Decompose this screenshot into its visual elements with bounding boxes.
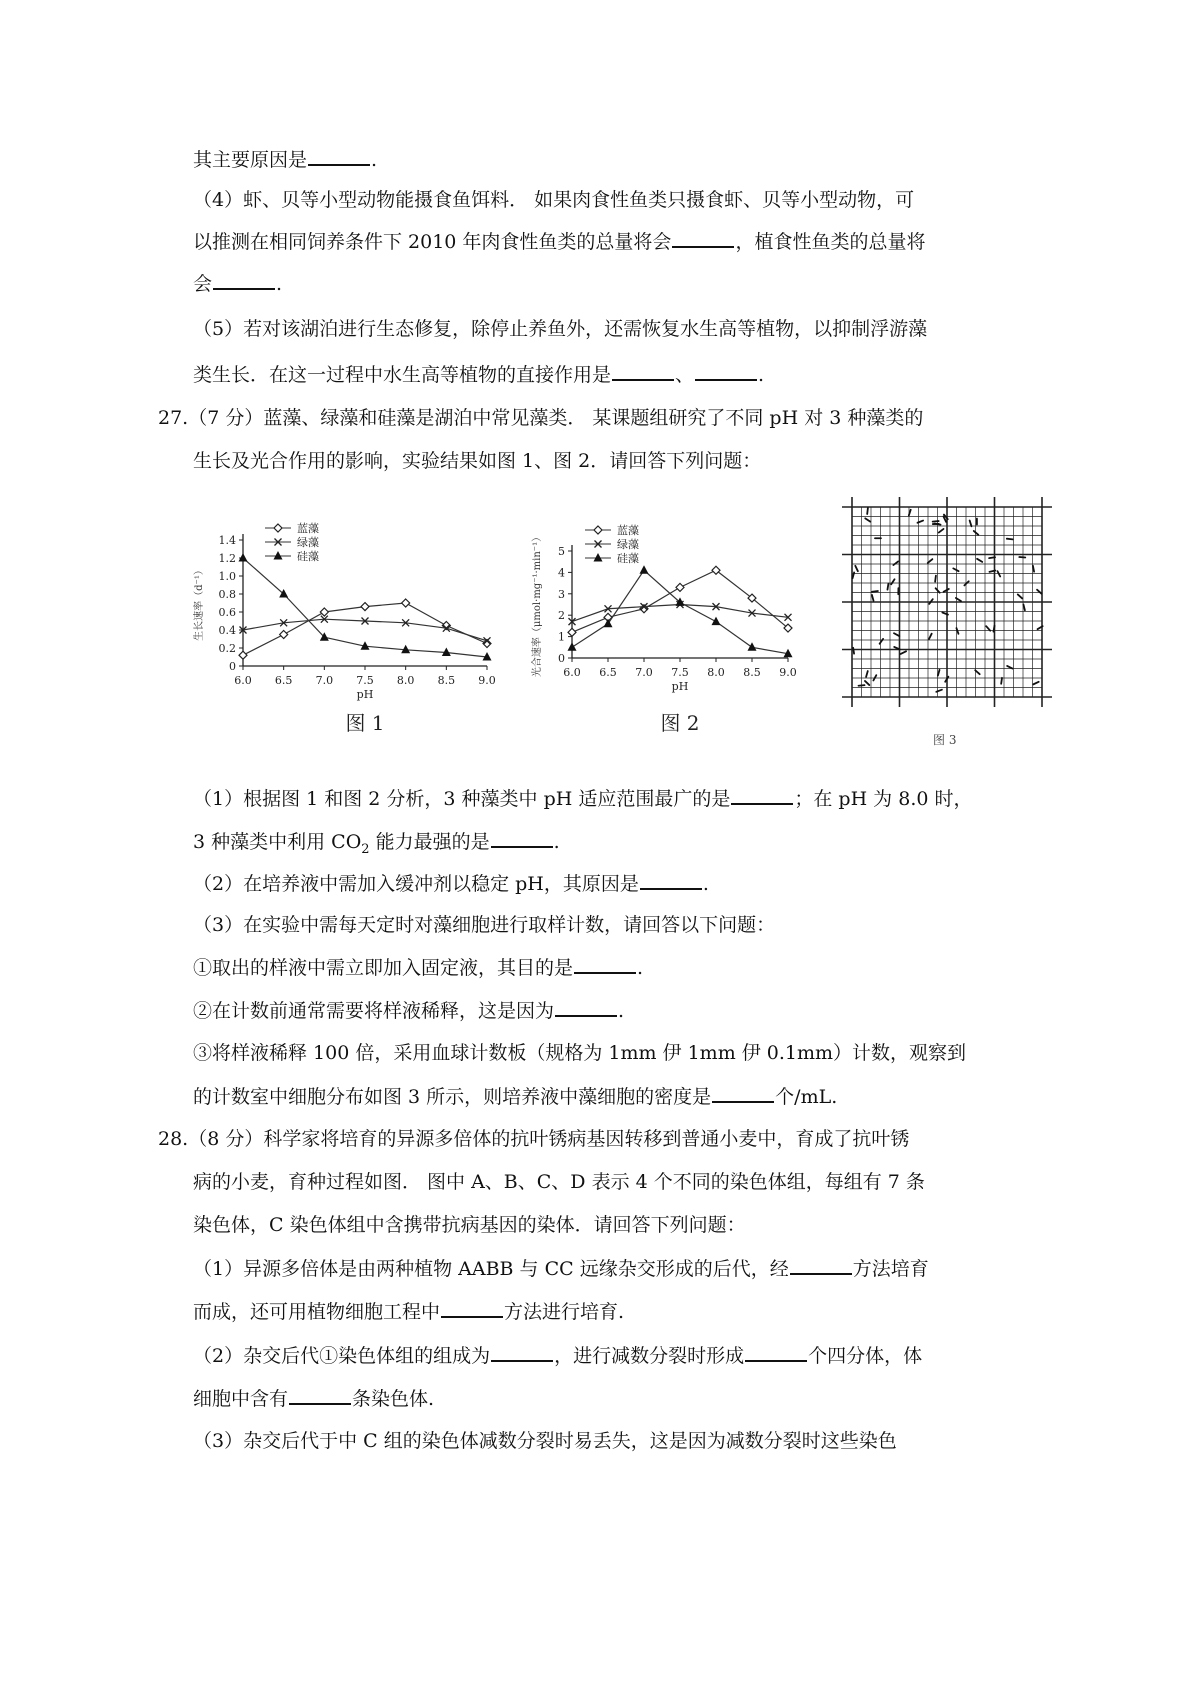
- algae-cell: [893, 561, 898, 565]
- algae-cell: [929, 634, 932, 639]
- algae-cell: [1037, 590, 1041, 594]
- y-tick-label: 0: [558, 652, 565, 665]
- legend-label: 绿藻: [297, 536, 319, 549]
- text-line-27-2: （2）在培养液中需加入缓冲剂以稳定 pH，其原因是 .: [193, 870, 709, 897]
- text-line-q4: （4）虾、贝等小型动物能摄食鱼饵料． 如果肉食性鱼类只摄食虾、贝等小型动物，可: [193, 189, 915, 211]
- x-tick-label: 7.5: [671, 666, 689, 679]
- answer-blank[interactable]: [745, 1342, 807, 1362]
- algae-cell: [866, 671, 868, 677]
- answer-blank[interactable]: [695, 361, 757, 381]
- data-point-triangle: [279, 589, 288, 598]
- text-line-q4-end: 会 .: [193, 270, 282, 297]
- figure-1-chart: [190, 518, 530, 740]
- text-line-28-2-cont: 细胞中含有 条染色体.: [193, 1385, 434, 1412]
- data-point-triangle: [712, 617, 721, 626]
- data-point-triangle: [568, 642, 577, 651]
- legend-label: 硅藻: [297, 550, 319, 563]
- text-line-27-3c: ③将样液稀释 100 倍，采用血球计数板（规格为 1mm 伊 1mm 伊 0.1mm）计数，观察到: [193, 1042, 967, 1064]
- algae-cell: [928, 559, 933, 563]
- algae-cell: [975, 670, 980, 674]
- answer-blank[interactable]: [555, 997, 617, 1017]
- x-tick-label: 8.0: [707, 666, 725, 679]
- data-point-triangle: [748, 642, 757, 651]
- y-tick-label: 1.4: [218, 534, 236, 547]
- y-tick-label: 0.8: [218, 588, 236, 601]
- y-tick-label: 0.2: [218, 642, 236, 655]
- answer-blank[interactable]: [441, 1298, 503, 1318]
- y-tick-label: 1: [558, 630, 565, 644]
- algae-cell: [938, 670, 940, 676]
- algae-cell: [887, 584, 888, 590]
- algae-cell: [1007, 539, 1013, 540]
- algae-cell: [872, 595, 874, 601]
- figure-caption: 图 1: [345, 711, 385, 735]
- x-tick-label: 9.0: [779, 666, 797, 679]
- text-line-27-1-cont: 3 种藻类中利用 $CO_2$ 能力最强的是 .: [193, 828, 560, 863]
- algae-cell: [989, 557, 995, 558]
- y-axis-label: 生长速率（d⁻¹）: [194, 565, 205, 641]
- text-line-cause: 其主要原因是 .: [193, 146, 377, 173]
- y-tick-label: 1.2: [218, 552, 236, 565]
- algae-cell: [891, 579, 894, 584]
- y-tick-label: 5: [558, 545, 565, 558]
- algae-cell: [880, 639, 883, 644]
- data-point-diamond: [361, 603, 369, 611]
- text-line-27-1: （1）根据图 1 和图 2 分析，3 种藻类中 pH 适应范围最广的是 ；在 pH 为 8.0 时，: [193, 785, 972, 812]
- figure-caption: 图 2: [660, 711, 700, 735]
- x-tick-label: 9.0: [478, 674, 496, 687]
- figure-3-caption: 图 3: [933, 733, 957, 747]
- answer-blank[interactable]: [308, 146, 370, 166]
- y-tick-label: 0: [229, 660, 236, 673]
- data-point-diamond: [402, 599, 410, 607]
- text-line-27-3b: ②在计数前通常需要将样液稀释，这是因为 .: [193, 997, 624, 1024]
- answer-blank[interactable]: [731, 785, 793, 805]
- x-tick-label: 6.0: [563, 666, 581, 679]
- series-line: [243, 619, 487, 641]
- algae-cell: [865, 681, 869, 685]
- algae-cell: [1033, 566, 1034, 572]
- algae-cell: [970, 521, 972, 527]
- algae-cell: [944, 589, 949, 592]
- figure-2: [530, 518, 825, 740]
- data-point-triangle: [239, 553, 248, 562]
- legend-label: 蓝藻: [297, 522, 319, 535]
- answer-blank[interactable]: [289, 1385, 351, 1405]
- x-axis-label: pH: [356, 688, 374, 701]
- y-tick-label: 4: [558, 566, 565, 580]
- algae-cell: [1023, 604, 1024, 610]
- answer-blank[interactable]: [491, 828, 553, 848]
- text-line-28-3: （3）杂交后代于中 C 组的染色体减数分裂时易丢失，这是因为减数分裂时这些染色: [193, 1430, 897, 1452]
- algae-cell: [873, 675, 876, 680]
- y-tick-label: 2: [558, 609, 565, 623]
- algae-cell: [901, 651, 906, 654]
- algae-cell: [1018, 594, 1022, 598]
- text-line-q5: （5）若对该湖泊进行生态修复，除停止养鱼外，还需恢复水生高等植物，以抑制浮游藻: [193, 318, 928, 340]
- figure-3: [840, 493, 1055, 753]
- algae-cell: [939, 529, 944, 533]
- y-axis-label: 光合速率（μmol·mg⁻¹·min⁻¹）: [532, 531, 543, 678]
- algae-cell: [993, 626, 994, 632]
- algae-cell: [977, 559, 982, 562]
- algae-cell: [865, 518, 870, 521]
- x-tick-label: 8.5: [437, 674, 456, 687]
- question-28-title: 28.（8 分）科学家将培育的异源多倍体的抗叶锈病基因转移到普通小麦中，育成了抗叶锈: [158, 1128, 910, 1150]
- algae-cell: [997, 571, 1000, 576]
- x-tick-label: 7.5: [356, 674, 374, 687]
- data-point-diamond: [239, 651, 247, 659]
- question-28-title-cont: 病的小麦，育种过程如图． 图中 A、B、C、D 表示 4 个不同的染色体组，每组有 7 条: [193, 1171, 925, 1193]
- text-line-28-1-cont: 而成，还可用植物细胞工程中 方法进行培育.: [193, 1298, 624, 1325]
- text-line-q5-cont: 类生长．在这一过程中水生高等植物的直接作用是 、 .: [193, 361, 764, 388]
- answer-blank[interactable]: [612, 361, 674, 381]
- x-tick-label: 6.0: [234, 674, 252, 687]
- y-tick-label: 0.6: [218, 606, 236, 619]
- x-tick-label: 6.5: [274, 674, 293, 687]
- legend-label: 蓝藻: [617, 524, 639, 537]
- data-point-triangle: [594, 553, 603, 562]
- hemocytometer-grid: [840, 493, 1055, 753]
- data-point-diamond: [320, 608, 328, 616]
- text-line-27-3c-cont: 的计数室中细胞分布如图 3 所示，则培养液中藻细胞的密度是 个/mL.: [193, 1083, 837, 1110]
- algae-cell: [859, 685, 865, 686]
- algae-cell: [1001, 678, 1002, 684]
- y-tick-label: 3: [558, 587, 565, 601]
- algae-cell: [1007, 666, 1012, 669]
- data-point-diamond: [568, 628, 576, 636]
- text-line-q4-cont: 以推测在相同饲养条件下 2010 年肉食性鱼类的总量将会 ，植食性鱼类的总量将: [193, 228, 925, 255]
- answer-blank[interactable]: [574, 954, 636, 974]
- figure-1: [190, 518, 530, 740]
- algae-cell: [867, 508, 868, 514]
- algae-cell: [936, 690, 942, 692]
- data-point-diamond: [280, 631, 288, 639]
- algae-cell: [989, 571, 995, 572]
- algae-cell: [933, 521, 939, 522]
- algae-cell: [935, 576, 936, 582]
- algae-cell: [953, 568, 958, 571]
- legend-label: 硅藻: [617, 552, 639, 565]
- legend-label: 绿藻: [617, 538, 639, 551]
- data-point-triangle: [274, 551, 283, 560]
- algae-cell: [853, 648, 854, 654]
- algae-cell: [1033, 682, 1038, 685]
- answer-blank[interactable]: [640, 870, 702, 890]
- data-point-diamond: [676, 583, 684, 591]
- answer-blank[interactable]: [213, 270, 275, 290]
- data-point-diamond: [594, 526, 602, 534]
- text-line-28-1: （1）异源多倍体是由两种植物 AABB 与 CC 远缘杂交形成的后代，经 方法培育: [193, 1255, 929, 1282]
- answer-blank[interactable]: [672, 228, 734, 248]
- data-point-triangle: [640, 565, 649, 574]
- question-28-title-cont2: 染色体，C 染色体组中含携带抗病基因的染体．请回答下列问题：: [193, 1214, 746, 1236]
- x-axis-label: pH: [671, 680, 689, 693]
- question-27-title: 27.（7 分）蓝藻、绿藻和硅藻是湖泊中常见藻类． 某课题组研究了不同 pH 对 3 种藻类的: [158, 407, 924, 429]
- answer-blank[interactable]: [790, 1255, 852, 1275]
- text-line-28-2: （2）杂交后代①染色体组的组成为 ，进行减数分裂时形成 个四分体，体: [193, 1342, 922, 1369]
- algae-cell: [894, 633, 899, 636]
- algae-cell: [872, 591, 878, 592]
- x-tick-label: 7.0: [635, 666, 653, 679]
- data-point-diamond: [274, 524, 282, 532]
- x-tick-label: 8.0: [396, 674, 415, 687]
- y-tick-label: 1.0: [218, 570, 236, 583]
- algae-cell: [855, 566, 858, 571]
- figure-2-chart: [530, 518, 825, 740]
- algae-cell: [986, 626, 990, 630]
- answer-blank[interactable]: [491, 1342, 553, 1362]
- x-tick-label: 7.0: [315, 674, 334, 687]
- x-tick-label: 6.5: [599, 666, 617, 679]
- y-tick-label: 0.4: [218, 624, 236, 637]
- text-line-27-3: （3）在实验中需每天定时对藻细胞进行取样计数，请回答以下问题：: [193, 914, 776, 936]
- answer-blank[interactable]: [712, 1083, 774, 1103]
- question-27-title-cont: 生长及光合作用的影响，实验结果如图 1、图 2．请回答下列问题：: [193, 450, 762, 472]
- algae-cell: [974, 531, 979, 535]
- text-line-27-3a: ①取出的样液中需立即加入固定液，其目的是 .: [193, 954, 643, 981]
- x-tick-label: 8.5: [743, 666, 761, 679]
- subscript: 2: [361, 841, 370, 857]
